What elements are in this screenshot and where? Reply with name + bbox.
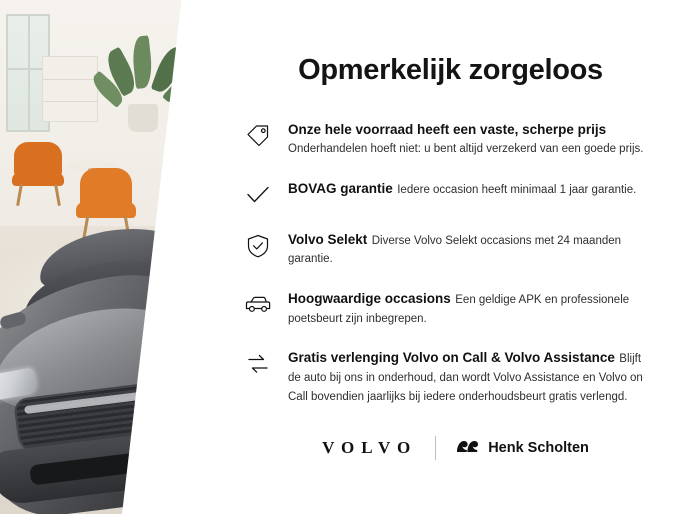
- usp-description: Blijft de auto bij ons in onderhoud, dan wordt Volvo Assistance en Volvo on Call bovendien jaarlijks bij iedere onderhoudsbeurt gratis verlengd.: [288, 353, 643, 403]
- usp-title: Gratis verlenging Volvo on Call & Volvo Assistance: [288, 350, 615, 366]
- plant-pot: [128, 104, 158, 132]
- usp-description: Onderhandelen hoeft niet: u bent altijd verzekerd van een goede prijs.: [288, 143, 644, 155]
- list-item: [244, 180, 651, 209]
- hero-photo: [0, 0, 216, 514]
- dealer-logo: [454, 437, 589, 460]
- usp-description: Een geldige APK en professionele poetsbeurt zijn inbegrepen.: [288, 294, 630, 325]
- exchange-arrows-icon: [244, 350, 272, 378]
- usp-title: Volvo Selekt: [288, 231, 368, 247]
- usp-title: Hoogwaardige occasions: [288, 291, 451, 307]
- list-item: [244, 290, 651, 327]
- shield-check-icon: [244, 232, 272, 260]
- page-title: Opmerkelijk zorgeloos: [298, 54, 603, 86]
- dealer-name: Henk Scholten: [488, 440, 589, 456]
- usp-title: Onze hele voorraad heeft een vaste, scherpe prijs: [288, 122, 607, 137]
- usp-list: [238, 121, 651, 405]
- usp-description: Iedere occasion heeft minimaal 1 jaar garantie.: [397, 183, 637, 196]
- volvo-logo: VOLVO: [322, 438, 418, 457]
- car-icon: [244, 291, 272, 319]
- scholten-mark-icon: [454, 437, 480, 460]
- footer-brand-bar: [216, 436, 685, 460]
- lounge-chair: [10, 142, 66, 206]
- footer-divider: [435, 436, 436, 460]
- tag-icon: [244, 122, 272, 150]
- list-item: [244, 349, 651, 405]
- list-item: [244, 231, 651, 268]
- check-icon: [244, 181, 272, 209]
- shelving-unit: [42, 56, 98, 122]
- usp-description: Diverse Volvo Selekt occasions met 24 maanden garantie.: [288, 234, 622, 266]
- list-item: [244, 121, 651, 158]
- usp-title: BOVAG garantie: [288, 180, 393, 196]
